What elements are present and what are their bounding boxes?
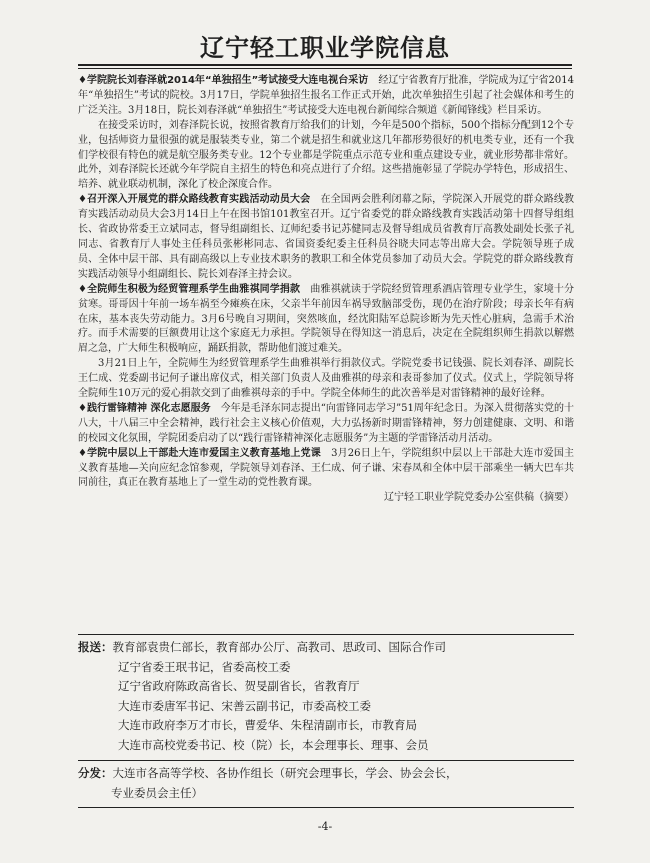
report-line: 辽宁省委王珉书记，省委高校工委	[118, 659, 291, 674]
news-heading-4: ♦践行雷锋精神 深化志愿服务	[78, 402, 211, 414]
news-paragraph: 今年是毛泽东同志提出“向雷锋同志学习”51周年纪念日。为深入贯彻落实党的十八大，十八届三中全会精神，践行社会主义核心价值观，大力弘扬新时期雷锋精神，努力创建健康、文明、和谐的校园文化氛围，学院团委启动了以“践行雷锋精神深化志愿服务”为主题的学雷锋活动月活动。	[78, 402, 574, 444]
news-item-3	[78, 283, 574, 358]
news-paragraph: 经辽宁省教育厅批准，学院成为辽宁省2014年“单独招生”考试的院校。3月17日，学院单独招生报名工作正式开始，此次单独招生引起了社会媒体和考生的广泛关注。3月18日，院长刘春泽就“单独招生”考试接受大连电视台新闻综合频道《新闻锋线》栏目采访。	[78, 75, 574, 116]
divider-middle	[78, 760, 574, 761]
report-label: 报送：	[78, 640, 113, 654]
news-paragraph: 3月26日上午，学院组织中层以上干部赴大连市爱国主义教育基地—关向应纪念馆参观，学院领导刘春泽、王仁成、何子谦、宋春凤和全体中层干部乘坐一辆大巴车共同前往，真正在教育基地上了一堂生动的党性教育课。	[78, 447, 574, 489]
divider-top	[78, 634, 574, 635]
report-line: 大连市政府李万才市长，曹爱华、朱程清副市长，市教育局	[118, 718, 417, 732]
newsletter-title: 辽宁轻工职业学院信息	[200, 34, 450, 62]
news-paragraph: 曲雅祺就读于学院经贸管理系酒店管理专业学生，家境十分贫寒。哥哥因十年前一场车祸至今瘫痪在床，父亲半年前因车祸导致脑部受伤，现仍在治疗阶段；母亲长年有病在床，基本丧失劳动能力。3月6号晚自习期间，突然咳血，经沈阳陆军总院诊断为先天性心脏病，急需手术治疗。而手术需要的巨额费用让这个家庭无力承担。学院领导在得知这一消息后，决定在全院组织师生捐款以解燃眉之急，广大师生积极响应，踊跃捐款，帮助他们渡过难关。	[78, 283, 574, 355]
divider-bottom	[78, 807, 574, 808]
news-heading-1: ♦学院院长刘春泽就2014年“单独招生”考试接受大连电视台采访	[78, 75, 369, 86]
news-item-1	[78, 74, 574, 119]
send-line: 大连市各高等学校、各协作组长（研究会理事长，学会、协会会长，	[112, 766, 458, 780]
news-item-5	[78, 447, 574, 492]
news-heading-5: ♦学院中层以上干部赴大连市爱国主义教育基地上党课	[78, 447, 321, 459]
report-line: 大连市委唐军书记、宋善云副书记，市委高校工委	[118, 698, 371, 713]
title-rule	[78, 64, 572, 69]
news-paragraph: 在接受采访时，刘春泽院长说，按照省教育厅给我们的计划，今年是500个指标，500个指标分配到12个专业，包括师资力量很强的就是服装类专业，第二个就是招生和就业这几年都形势很好的机电类专业，还有一个我们学校很有特色的就是航空服务类专业。12个专业都是学院重点示范专业和重点建设专业，就业形势都非常好。此外，刘春泽院长还就今年学院自主招生的特色和亮点进行了介绍。这些措施彰显了学院办学特色，形成招生、培养、就业联动机制，深化了校企深度合作。	[78, 119, 574, 191]
news-item-4	[78, 402, 574, 447]
news-paragraph: 3月21日上午，全院师生为经贸管理系学生曲雅祺举行捐款仪式。学院党委书记钱强、院长刘春泽、副院长王仁成、党委副书记何子谦出席仪式，相关部门负责人及曲雅祺的母亲和表哥参加了仪式。仪式上，学院领导将全院师生10万元的爱心捐款交到了曲雅祺母亲的手中。学院全体师生的此次善举是对雷锋精神的最好诠释。	[78, 358, 574, 400]
send-label: 分发：	[78, 766, 113, 780]
send-line: 专业委员会主任）	[111, 785, 203, 800]
report-line: 辽宁省政府陈政高省长、贺旻副省长，省教育厅	[118, 679, 360, 693]
news-item-2	[78, 193, 574, 282]
report-line: 教育部袁贵仁部长，教育部办公厅、高教司、思政司、国际合作司	[112, 640, 446, 654]
page-number: -4-	[317, 820, 333, 833]
article-body	[78, 74, 574, 630]
report-to-block	[78, 638, 574, 755]
news-paragraph: 在全国两会胜利闭幕之际，学院深入开展党的群众路线教育实践活动动员大会3月14日上午在图书馆101教室召开。辽宁省委党的群众路线教育实践活动第十四督导组组长、省政协常委王立斌同志，督导组副组长、辽师纪委书记苏健同志及督导组成员省教育厅高教处副处长张子礼同志、省教育厅人事处主任科员张彬彬同志、省国资委纪委主任科员谷晓夫同志等出席大会。学院领导班子成员、全体中层干部、具有副高级以上专业技术职务的教职工和全体党员参加了动员大会。学院党的群众路线教育实践活动领导小组副组长、院长刘春泽主持会议。	[78, 194, 574, 280]
news-heading-2: ♦召开深入开展党的群众路线教育实践活动动员大会	[78, 194, 311, 206]
report-line: 大连市高校党委书记、校（院）长，本会理事长、理事、会员	[118, 737, 429, 752]
signoff: 辽宁轻工职业学院党委办公室供稿（摘要）	[384, 492, 574, 504]
news-heading-3: ♦全院师生积极为经贸管理系学生曲雅祺同学捐款	[78, 283, 301, 295]
distribute-to-block	[78, 764, 574, 803]
